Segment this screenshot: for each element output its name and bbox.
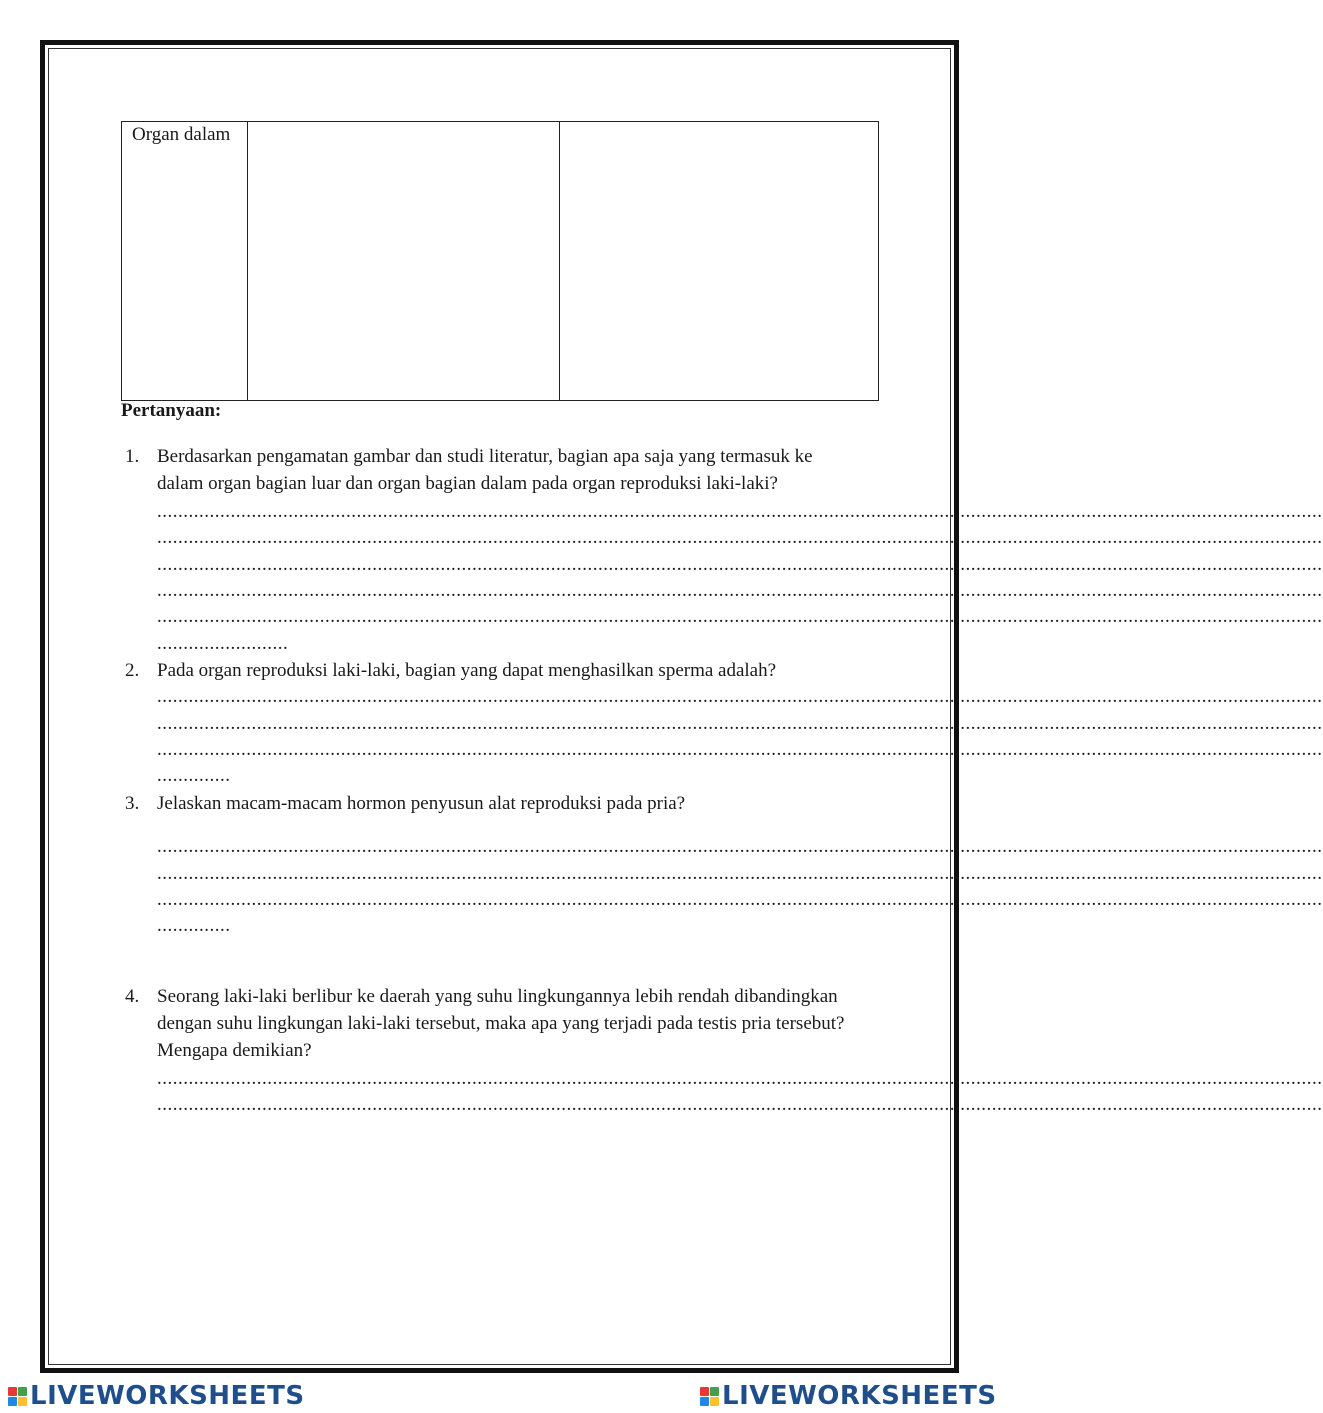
answer-line[interactable]: .............................................................................................................................................................................................................................. — [157, 1068, 1323, 1089]
section-title: Pertanyaan: — [121, 400, 222, 421]
question-text: Jelaskan macam-macam hormon penyusun alat reproduksi pada pria? — [157, 793, 686, 814]
brand-logo-left — [8, 1380, 305, 1412]
question-text: dalam organ bagian luar dan organ bagian dalam pada organ reproduksi laki-laki? — [157, 473, 778, 494]
table-cell-label — [122, 122, 248, 401]
question-text: Seorang laki-laki berlibur ke daerah yang suhu lingkungannya lebih rendah dibandingkan — [157, 986, 838, 1007]
question-text: Berdasarkan pengamatan gambar dan studi literatur, bagian apa saja yang termasuk ke — [157, 446, 813, 467]
question-text: dengan suhu lingkungan laki-laki tersebut, maka apa yang terjadi pada testis pria tersebut? — [157, 1013, 845, 1034]
answer-line[interactable]: .............................................................................................................................................................................................................................. — [157, 686, 1323, 707]
question-number: 4. — [125, 986, 140, 1007]
answer-cell[interactable] — [560, 122, 879, 401]
answer-line[interactable]: .............................................................................................................................................................................................................................. — [157, 527, 1323, 548]
answer-line-end[interactable]: .............. — [157, 765, 231, 786]
answer-line[interactable]: .............................................................................................................................................................................................................................. — [157, 739, 1323, 760]
logo-square — [8, 1387, 17, 1396]
liveworksheets-logo-icon — [700, 1387, 719, 1406]
logo-square — [18, 1387, 27, 1396]
answer-line[interactable]: .............................................................................................................................................................................................................................. — [157, 501, 1323, 522]
brand-text: LIVEWORKSHEETS — [722, 1381, 997, 1411]
answer-line[interactable]: .............................................................................................................................................................................................................................. — [157, 1094, 1323, 1115]
brand-logo-right — [700, 1380, 997, 1412]
question-text: Pada organ reproduksi laki-laki, bagian yang dapat menghasilkan sperma adalah? — [157, 660, 777, 681]
question-text: Mengapa demikian? — [157, 1040, 312, 1061]
answer-line[interactable]: .............................................................................................................................................................................................................................. — [157, 863, 1323, 884]
answer-line[interactable]: .............................................................................................................................................................................................................................. — [157, 889, 1323, 910]
question-number: 2. — [125, 660, 140, 681]
logo-square — [8, 1397, 17, 1406]
logo-square — [18, 1397, 27, 1406]
question-number: 3. — [125, 793, 140, 814]
answer-line-end[interactable]: .............. — [157, 915, 231, 936]
liveworksheets-logo-icon — [8, 1387, 27, 1406]
brand-text: LIVEWORKSHEETS — [30, 1381, 305, 1411]
answer-line[interactable]: .............................................................................................................................................................................................................................. — [157, 713, 1323, 734]
logo-square — [710, 1387, 719, 1396]
logo-square — [710, 1397, 719, 1406]
organ-table — [121, 121, 879, 401]
answer-line-end[interactable]: ......................... — [157, 633, 289, 654]
answer-cell[interactable] — [248, 122, 560, 401]
row-label: Organ dalam — [132, 124, 231, 145]
table-row — [122, 122, 879, 401]
answer-line[interactable]: .............................................................................................................................................................................................................................. — [157, 580, 1323, 601]
logo-square — [700, 1397, 709, 1406]
logo-square — [700, 1387, 709, 1396]
answer-line[interactable]: .............................................................................................................................................................................................................................. — [157, 836, 1323, 857]
answer-line[interactable]: .............................................................................................................................................................................................................................. — [157, 554, 1323, 575]
answer-line[interactable]: .............................................................................................................................................................................................................................. — [157, 606, 1323, 627]
question-number: 1. — [125, 446, 140, 467]
